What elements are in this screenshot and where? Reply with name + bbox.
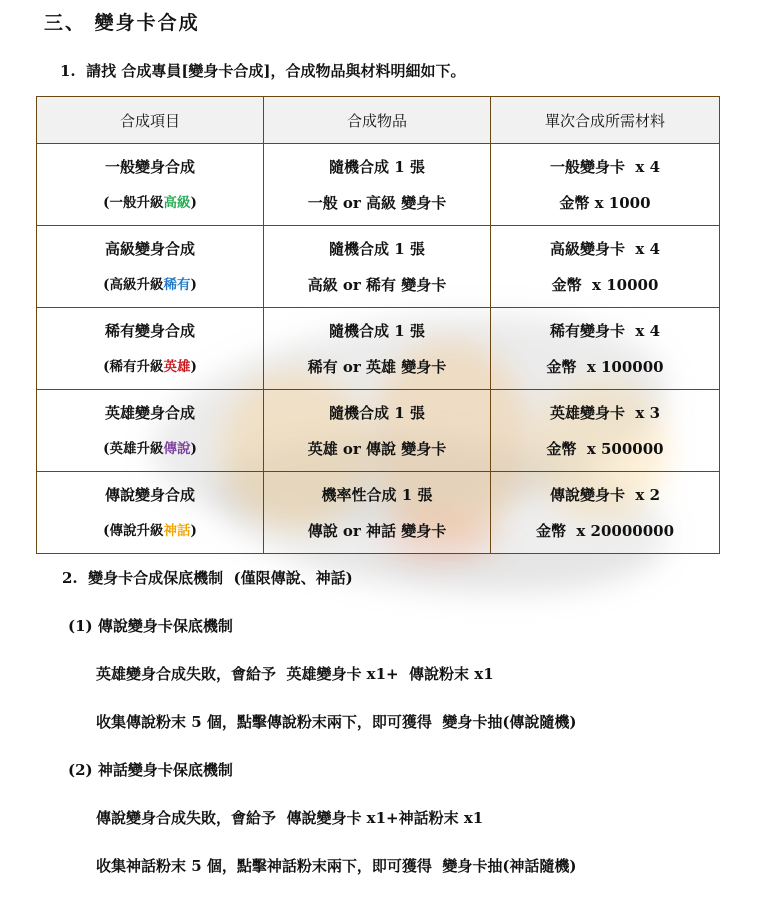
upgrade-suffix: ) [190,440,197,457]
result-line: 隨機合成 1 張 [329,157,425,176]
upgrade-prefix: (高級升級 [103,276,164,293]
craft-result-cell [264,390,491,472]
materials-cell [491,308,720,390]
upgrade-path [37,513,263,549]
upgrade-prefix: (英雄升級 [103,440,164,457]
upgrade-path [37,431,263,467]
result-line: 隨機合成 1 張 [329,403,425,422]
upgrade-target-tier: 高級 [163,194,191,211]
result-line: 一般 or 高級 變身卡 [307,193,447,212]
craft-type-cell [37,144,264,226]
section-title: 三、 變身卡合成 [44,12,200,34]
upgrade-target-tier: 神話 [163,522,191,539]
craft-result-cell [264,472,491,554]
material-gold: 金幣 x 20000000 [535,521,675,540]
crafting-table [36,96,720,554]
craft-type-cell [37,472,264,554]
material-gold: 金幣 x 10000 [551,275,659,294]
result-line: 隨機合成 1 張 [329,321,425,340]
craft-result-cell [264,308,491,390]
upgrade-path [37,267,263,303]
legend-pity-heading: (1) 傳說變身卡保底機制 [68,617,233,635]
material-card: 稀有變身卡 x 4 [549,321,661,340]
myth-pity-line1: 傳說變身合成失敗，會給予 傳說變身卡 x1+神話粉末 x1 [96,809,484,827]
result-line: 英雄 or 傳說 變身卡 [307,439,447,458]
material-card: 傳說變身卡 x 2 [549,485,661,504]
legend-pity-line2: 收集傳說粉末 5 個，點擊傳說粉末兩下，即可獲得 變身卡抽(傳說隨機) [96,713,577,731]
material-card: 英雄變身卡 x 3 [549,403,661,422]
upgrade-suffix: ) [190,522,197,539]
upgrade-path [37,185,263,221]
table-row [37,472,720,554]
craft-type-cell [37,226,264,308]
table-row [37,308,720,390]
upgrade-suffix: ) [190,358,197,375]
myth-pity-heading: (2) 神話變身卡保底機制 [68,761,233,779]
result-line: 稀有 or 英雄 變身卡 [307,357,447,376]
header-craft-type: 合成項目 [37,97,264,144]
upgrade-target-tier: 英雄 [163,358,191,375]
materials-cell [491,226,720,308]
result-line: 隨機合成 1 張 [329,239,425,258]
result-line: 高級 or 稀有 變身卡 [307,275,447,294]
material-gold: 金幣 x 100000 [546,357,664,376]
material-gold: 金幣 x 500000 [546,439,664,458]
header-materials: 單次合成所需材料 [491,97,720,144]
header-craft-result: 合成物品 [264,97,491,144]
table-row [37,226,720,308]
material-card: 高級變身卡 x 4 [549,239,661,258]
upgrade-prefix: (稀有升級 [103,358,164,375]
item1-heading: 1. 請找 合成專員[變身卡合成]，合成物品與材料明細如下。 [60,62,466,80]
upgrade-target-tier: 傳說 [163,440,191,457]
table-row [37,390,720,472]
craft-name: 一般變身合成 [104,157,195,176]
craft-name: 高級變身合成 [104,239,195,258]
materials-cell [491,144,720,226]
upgrade-suffix: ) [190,276,197,293]
upgrade-target-tier: 稀有 [163,276,191,293]
upgrade-suffix: ) [190,194,197,211]
upgrade-prefix: (傳說升級 [103,522,164,539]
craft-type-cell [37,390,264,472]
craft-name: 稀有變身合成 [104,321,195,340]
craft-result-cell [264,144,491,226]
craft-type-cell [37,308,264,390]
materials-cell [491,390,720,472]
craft-result-cell [264,226,491,308]
table-row [37,144,720,226]
craft-name: 傳說變身合成 [104,485,195,504]
material-gold: 金幣 x 1000 [559,193,651,212]
legend-pity-line1: 英雄變身合成失敗，會給予 英雄變身卡 x1+ 傳說粉末 x1 [96,665,494,683]
myth-pity-line2: 收集神話粉末 5 個，點擊神話粉末兩下，即可獲得 變身卡抽(神話隨機) [96,857,577,875]
upgrade-prefix: (一般升級 [103,194,164,211]
materials-cell [491,472,720,554]
material-card: 一般變身卡 x 4 [549,157,661,176]
result-line: 傳說 or 神話 變身卡 [307,521,447,540]
table-header-row [37,97,720,144]
upgrade-path [37,349,263,385]
craft-name: 英雄變身合成 [104,403,195,422]
item2-heading: 2. 變身卡合成保底機制 (僅限傳說、神話) [62,569,353,587]
result-line: 機率性合成 1 張 [321,485,433,504]
